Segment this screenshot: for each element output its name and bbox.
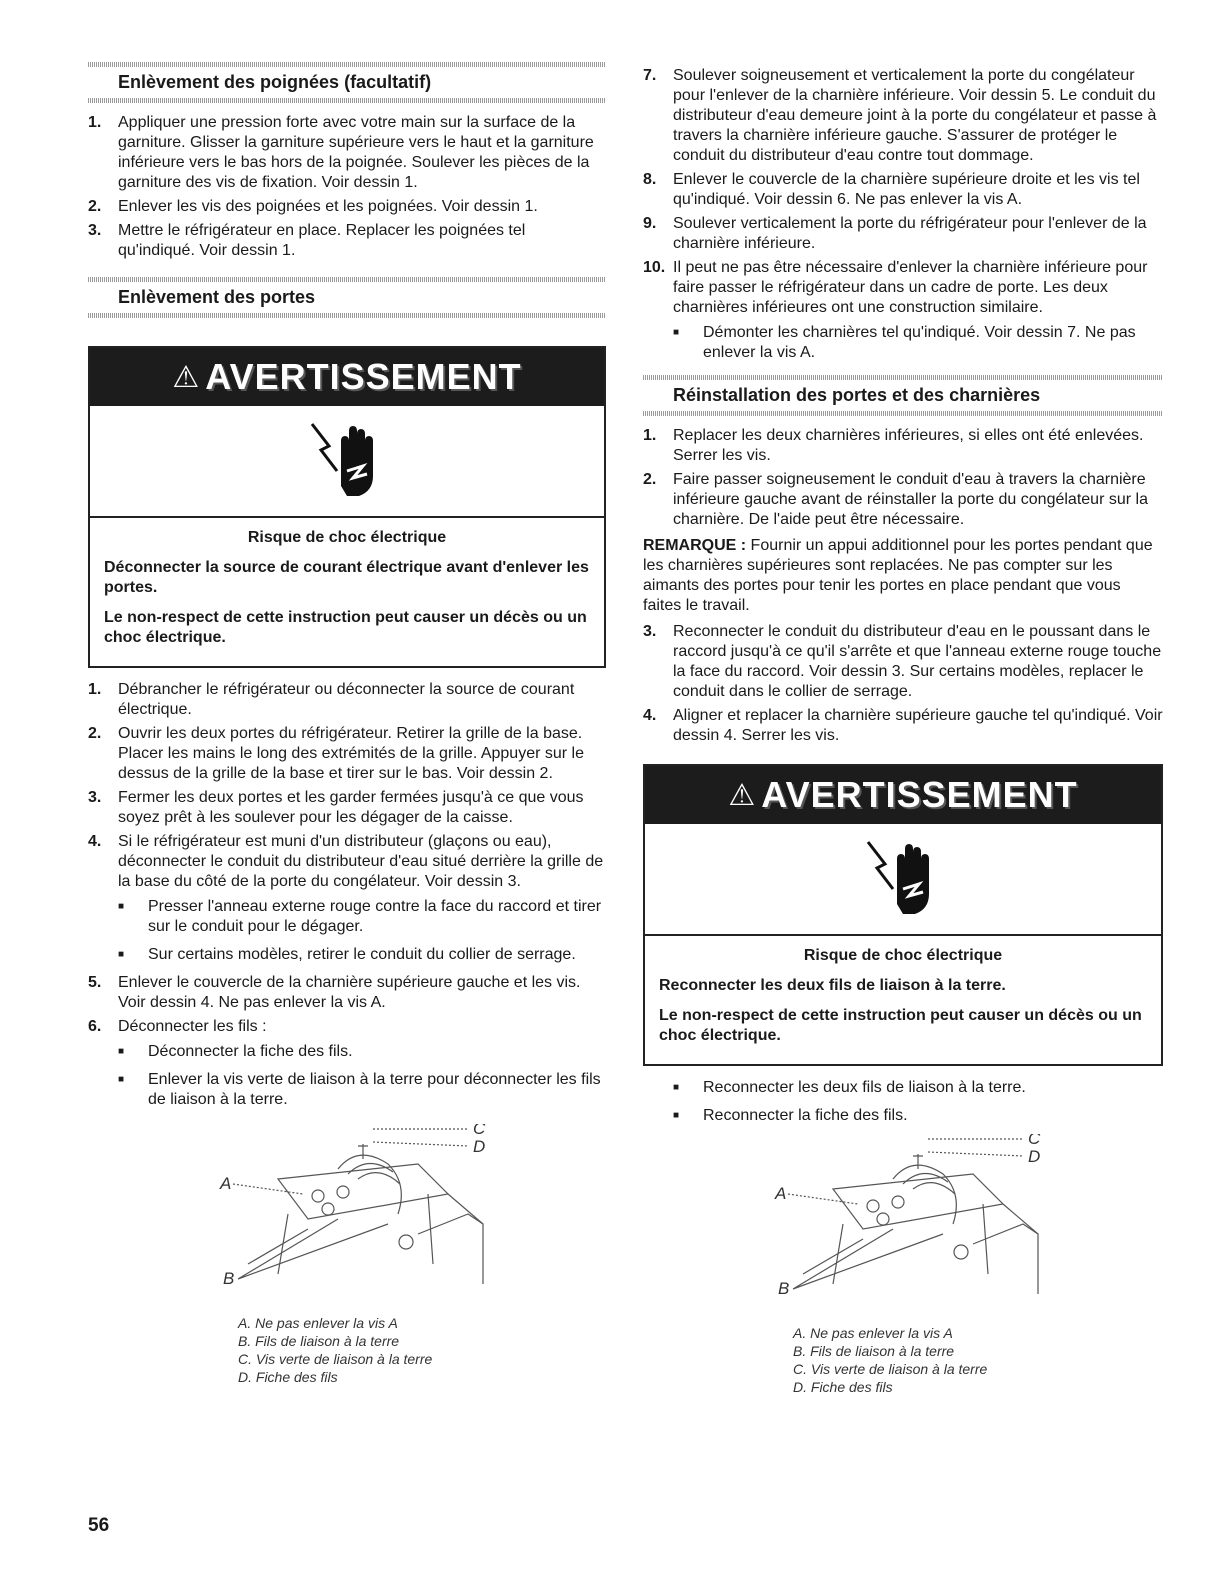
figure-caption	[88, 1314, 606, 1386]
warning-risk: Risque de choc électrique	[803, 947, 1003, 964]
section-rule	[88, 313, 606, 318]
remark-note	[643, 536, 1163, 616]
figure-label-a: A	[220, 1174, 232, 1193]
figure-label-d: D	[473, 1137, 486, 1156]
right-column	[643, 62, 1163, 1396]
hinge-wiring-illustration	[643, 1134, 1163, 1324]
section-heading-handles: Enlèvement des poignées (facultatif)	[118, 72, 432, 92]
step-number: 3.	[88, 789, 102, 806]
step-text: Enlever les vis des poignées et les poignées. Voir dessin 1.	[118, 198, 538, 215]
step-item	[643, 258, 1163, 318]
figure-label-b: B	[223, 1269, 235, 1288]
step-text: Si le réfrigérateur est muni d'un distributeur (glaçons ou eau), déconnecter le conduit du distributeur d'eau situé derrière la grille de la base du côté de la porte du congélateur. Voir dessin 3.	[118, 833, 604, 890]
hinge-figure	[643, 1134, 1163, 1324]
step-item	[643, 214, 1163, 254]
step-text: Soulever soigneusement et verticalement la porte du congélateur pour l'enlever de la charnière inférieure. Voir dessin 5. Le conduit du distributeur d'eau demeure joint à la porte du congélateur et passe à travers la charnière inférieure gauche. S'assurer de protéger le conduit du distributeur d'eau contre tout dommage.	[673, 67, 1157, 164]
step-item	[643, 66, 1163, 166]
step-item	[643, 706, 1163, 746]
step-item	[88, 832, 606, 892]
step-number: 1.	[88, 114, 102, 131]
caption-item: C. Vis verte de liaison à la terre	[238, 1351, 433, 1367]
warning-triangle-icon: ⚠	[728, 778, 756, 812]
remark-label: REMARQUE :	[643, 537, 747, 554]
section-rule	[88, 98, 606, 103]
step4-bullets	[118, 897, 606, 965]
figure-label-b: B	[778, 1279, 790, 1298]
step-text: Déconnecter les fils :	[118, 1018, 267, 1035]
page-number: 56	[88, 1515, 110, 1536]
step-item	[88, 197, 606, 217]
step-number: 1.	[88, 681, 102, 698]
caption-item: B. Fils de liaison à la terre	[238, 1333, 400, 1349]
step-item	[88, 788, 606, 828]
step-number: 7.	[643, 67, 657, 84]
step-number: 6.	[88, 1018, 102, 1035]
step-text: Reconnecter le conduit du distributeur d'eau en le poussant dans le raccord jusqu'à ce qu'il s'arrête et que l'anneau externe rouge touche la face du raccord. Voir dessin 3. Sur certains modèles, replacer le conduit dans le collier de serrage.	[673, 623, 1162, 700]
warning-body	[645, 936, 1161, 1064]
step-number: 9.	[643, 215, 657, 232]
bullet-item: ■ Reconnecter les deux fils de liaison à la terre.	[673, 1078, 1163, 1098]
step-number: 2.	[643, 471, 657, 488]
warning-body	[90, 518, 604, 666]
step-text: Débrancher le réfrigérateur ou déconnecter la source de courant électrique.	[118, 681, 575, 718]
handle-removal-steps	[88, 113, 606, 261]
warning-risk: Risque de choc électrique	[247, 529, 447, 546]
bullet-item: ■ Reconnecter la fiche des fils.	[673, 1106, 1163, 1126]
warning-banner	[90, 348, 604, 406]
warning-title: AVERTISSEMENT	[205, 356, 522, 397]
bullet-item: ■ Démonter les charnières tel qu'indiqué. Voir dessin 7. Ne pas enlever la vis A.	[673, 323, 1163, 363]
step-item	[88, 1017, 606, 1037]
caption-item: D. Fiche des fils	[238, 1369, 338, 1385]
warning-banner	[645, 766, 1161, 824]
step-text: Appliquer une pression forte avec votre main sur la surface de la garniture. Glisser la garniture supérieure vers le haut et la garniture inférieure vers le bas hors de la poignée. Soulever les pièces de la garniture des vis de fixation. Voir dessin 1.	[118, 114, 594, 191]
step-number: 10.	[643, 259, 666, 276]
section-heading-reinstall: Réinstallation des portes et des charnières	[673, 385, 1041, 405]
caption-item: B. Fils de liaison à la terre	[793, 1343, 955, 1359]
caption-item: C. Vis verte de liaison à la terre	[793, 1361, 988, 1377]
step-number: 3.	[88, 222, 102, 239]
bullet-item: ■ Déconnecter la fiche des fils.	[118, 1042, 606, 1062]
warning-triangle-icon: ⚠	[172, 360, 200, 394]
remark-text: Fournir un appui additionnel pour les portes pendant que les charnières supérieures sont replacées. Ne pas compter sur les aimants des portes pour tenir les portes en place pendant que vous faites le travail.	[643, 537, 1153, 614]
figure-label-d: D	[1028, 1147, 1041, 1166]
section-rule	[643, 411, 1163, 416]
caption-item: D. Fiche des fils	[793, 1379, 893, 1395]
warning-line2: Le non-respect de cette instruction peut causer un décès ou un choc électrique.	[659, 1007, 1142, 1044]
step-item	[88, 221, 606, 261]
step-text: Soulever verticalement la porte du réfrigérateur pour l'enlever de la charnière inférieure.	[673, 215, 1147, 252]
step-number: 2.	[88, 198, 102, 215]
step-item	[643, 426, 1163, 466]
warning-box	[643, 764, 1163, 1066]
step-text: Aligner et replacer la charnière supérieure gauche tel qu'indiqué. Voir dessin 4. Serrer les vis.	[673, 707, 1163, 744]
bullet-item: ■ Enlever la vis verte de liaison à la terre pour déconnecter les fils de liaison à la terre.	[118, 1070, 606, 1110]
door-removal-steps-right	[643, 66, 1163, 318]
hinge-figure	[88, 1124, 606, 1314]
left-column	[88, 62, 606, 1386]
step-number: 8.	[643, 171, 657, 188]
hinge-wiring-illustration	[88, 1124, 606, 1314]
warning-line1: Reconnecter les deux fils de liaison à la terre.	[659, 977, 1006, 994]
step-number: 2.	[88, 725, 102, 742]
step-text: Fermer les deux portes et les garder fermées jusqu'à ce que vous soyez prêt à les soulever pour les dégager de la caisse.	[118, 789, 584, 826]
caption-item: A. Ne pas enlever la vis A	[793, 1325, 953, 1341]
warning-box	[88, 346, 606, 668]
step-text: Mettre le réfrigérateur en place. Replacer les poignées tel qu'indiqué. Voir dessin 1.	[118, 222, 526, 259]
step-item	[643, 470, 1163, 530]
reinstall-steps	[643, 426, 1163, 530]
step-item	[643, 622, 1163, 702]
step-item	[88, 680, 606, 720]
reconnect-bullets	[673, 1078, 1163, 1126]
step-number: 3.	[643, 623, 657, 640]
step-number: 4.	[643, 707, 657, 724]
door-removal-steps-cont	[88, 973, 606, 1037]
step-text: Enlever le couvercle de la charnière supérieure droite et les vis tel qu'indiqué. Voir dessin 6. Ne pas enlever la vis A.	[673, 171, 1140, 208]
step-number: 1.	[643, 427, 657, 444]
step6-bullets	[118, 1042, 606, 1110]
bullet-item: ■ Sur certains modèles, retirer le conduit du collier de serrage.	[118, 945, 606, 965]
warning-line2: Le non-respect de cette instruction peut causer un décès ou un choc électrique.	[104, 609, 587, 646]
shock-hazard-icon	[645, 824, 1161, 936]
bullet-item: ■ Presser l'anneau externe rouge contre la face du raccord et tirer sur le conduit pour le dégager.	[118, 897, 606, 937]
step-number: 4.	[88, 833, 102, 850]
step-text: Faire passer soigneusement le conduit d'eau à travers la charnière inférieure gauche avant de réinstaller la porte du congélateur sur la charnière. De l'aide peut être nécessaire.	[673, 471, 1148, 528]
step-item	[88, 724, 606, 784]
caption-item: A. Ne pas enlever la vis A	[238, 1315, 398, 1331]
step-text: Enlever le couvercle de la charnière supérieure gauche et les vis. Voir dessin 4. Ne pas enlever la vis A.	[118, 974, 581, 1011]
warning-title: AVERTISSEMENT	[761, 774, 1078, 815]
step-number: 5.	[88, 974, 102, 991]
step-text: Replacer les deux charnières inférieures, si elles ont été enlevées. Serrer les vis.	[673, 427, 1144, 464]
step-item	[643, 170, 1163, 210]
step-item	[88, 973, 606, 1013]
shock-hazard-icon	[90, 406, 604, 518]
figure-caption	[643, 1324, 1163, 1396]
warning-line1: Déconnecter la source de courant électrique avant d'enlever les portes.	[104, 559, 589, 596]
door-removal-steps	[88, 680, 606, 892]
figure-label-c: C	[1028, 1134, 1041, 1148]
step-text: Il peut ne pas être nécessaire d'enlever la charnière inférieure pour faire passer le réfrigérateur dans un cadre de porte. Les deux charnières inférieures ont une construction similaire.	[673, 259, 1148, 316]
figure-label-c: C	[473, 1124, 486, 1138]
step10-bullets	[673, 323, 1163, 363]
step-text: Ouvrir les deux portes du réfrigérateur. Retirer la grille de la base. Placer les mains le long des extrémités de la grille. Appuyer sur le dessus de la grille de la base et tirer sur le bas. Voir dessin 2.	[118, 725, 584, 782]
reinstall-steps-cont	[643, 622, 1163, 746]
step-item	[88, 113, 606, 193]
section-heading-doors: Enlèvement des portes	[118, 287, 316, 307]
figure-label-a: A	[775, 1184, 787, 1203]
